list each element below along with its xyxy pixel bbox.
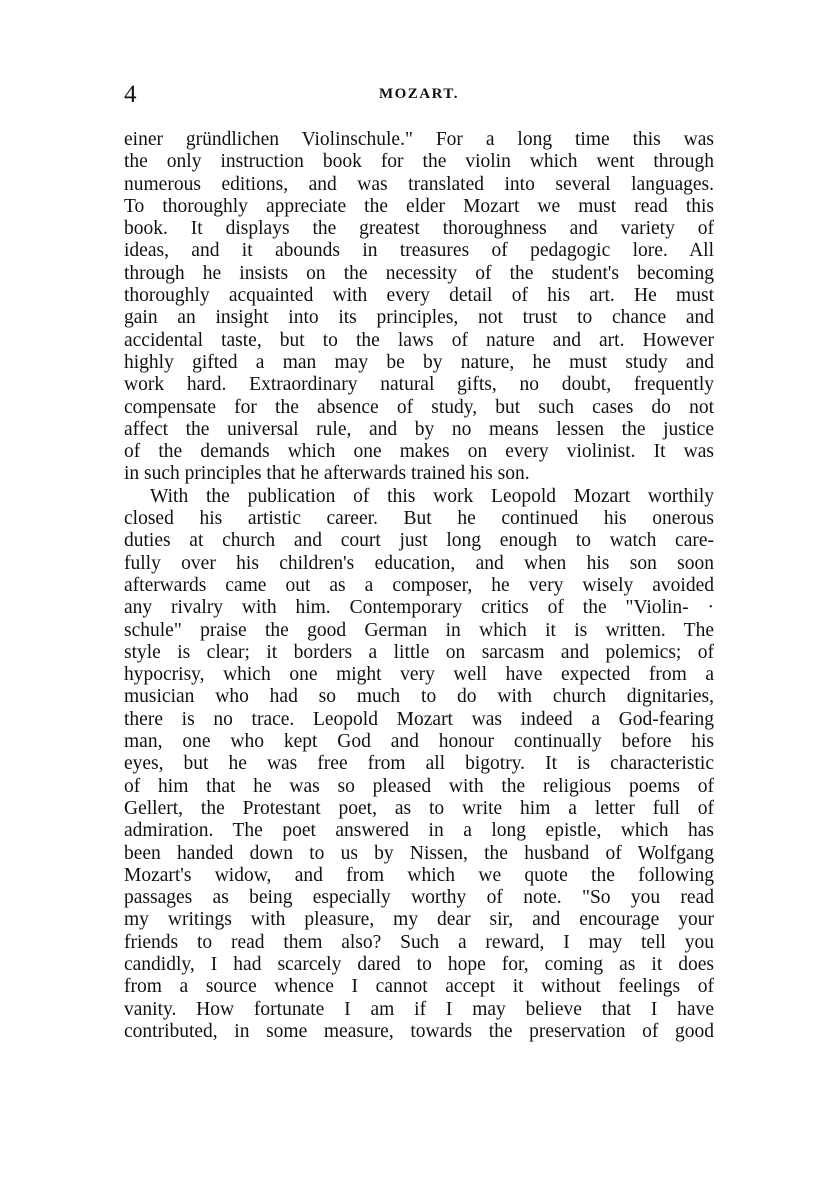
paragraph-1 <box>124 129 714 486</box>
text-line: candidly, I had scarcely dared to hope for, coming as it does <box>124 953 714 975</box>
text-line: closed his artistic career. But he continued his onerous <box>124 508 714 530</box>
text-line: fully over his children's education, and when his son soon <box>124 552 714 574</box>
text-line: thoroughly acquainted with every detail of his art. He must <box>124 285 714 307</box>
text-line: einer gründlichen Violinschule." For a long time this was <box>124 129 714 150</box>
text-line: gain an insight into its principles, not trust to chance and <box>124 307 714 329</box>
text-line: of him that he was so pleased with the religious poems of <box>124 775 714 797</box>
text-line: ideas, and it abounds in treasures of pedagogic lore. All <box>124 240 714 262</box>
text-line: To thoroughly appreciate the elder Mozart we must read this <box>124 195 714 217</box>
running-title: MOZART. <box>378 86 460 102</box>
text-line: contributed, in some measure, towards the preservation of good <box>124 1020 714 1042</box>
text-line: been handed down to us by Nissen, the husband of Wolfgang <box>124 842 714 864</box>
text-line: work hard. Extraordinary natural gifts, no doubt, frequently <box>124 374 714 396</box>
body-text <box>124 129 714 1043</box>
text-line: admiration. The poet answered in a long epistle, which has <box>124 820 714 842</box>
text-line: Mozart's widow, and from which we quote the following <box>124 864 714 886</box>
text-line: duties at church and court just long enough to watch care- <box>124 530 714 552</box>
text-line: eyes, but he was free from all bigotry. It is characteristic <box>124 753 714 775</box>
text-line: my writings with pleasure, my dear sir, and encourage your <box>124 909 714 931</box>
text-line: compensate for the absence of study, but such cases do not <box>124 396 714 418</box>
text-line: the only instruction book for the violin which went through <box>124 151 714 173</box>
text-line: affect the universal rule, and by no means lessen the justice <box>124 418 714 440</box>
text-line: from a source whence I cannot accept it without feelings of <box>124 976 714 998</box>
text-line: of the demands which one makes on every violinist. It was <box>124 441 714 463</box>
text-line: book. It displays the greatest thoroughness and variety of <box>124 218 714 240</box>
text-line: musician who had so much to do with church dignitaries, <box>124 686 714 708</box>
text-line: schule" praise the good German in which it is written. The <box>124 619 714 641</box>
text-line: through he insists on the necessity of the student's becoming <box>124 262 714 284</box>
text-line: style is clear; it borders a little on sarcasm and polemics; of <box>124 641 714 663</box>
text-line: afterwards came out as a composer, he very wisely avoided <box>124 574 714 596</box>
text-line: numerous editions, and was translated into several languages. <box>124 173 714 195</box>
page-header <box>124 80 714 112</box>
text-line: friends to read them also? Such a reward, I may tell you <box>124 931 714 953</box>
text-line: in such principles that he afterwards trained his son. <box>124 463 530 485</box>
text-line: any rivalry with him. Contemporary critics of the "Violin- · <box>124 597 714 619</box>
text-line: man, one who kept God and honour continually before his <box>124 731 714 753</box>
text-line: passages as being especially worthy of note. "So you read <box>124 887 714 909</box>
text-line: there is no trace. Leopold Mozart was indeed a God-fearing <box>124 708 714 730</box>
text-line: accidental taste, but to the laws of nature and art. However <box>124 329 714 351</box>
text-line: highly gifted a man may be by nature, he must study and <box>124 351 714 373</box>
page-number: 4 <box>124 81 137 108</box>
text-line: hypocrisy, which one might very well have expected from a <box>124 664 714 686</box>
text-line: Gellert, the Protestant poet, as to write him a letter full of <box>124 797 714 819</box>
text-line: vanity. How fortunate I am if I may believe that I have <box>124 998 714 1020</box>
paragraph-2 <box>124 486 714 1043</box>
text-line: With the publication of this work Leopold Mozart worthily <box>150 485 714 507</box>
